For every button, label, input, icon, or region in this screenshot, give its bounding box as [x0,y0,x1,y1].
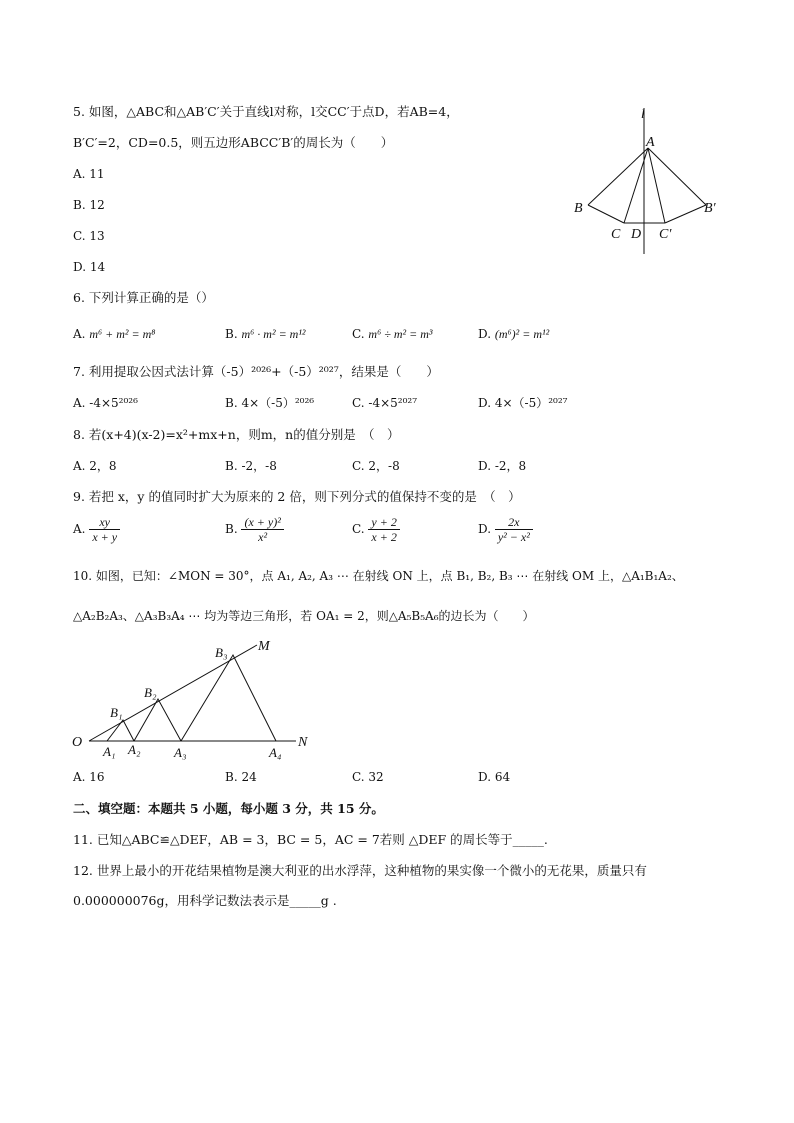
q7-option-b[interactable]: B. 4×（-5）²⁰²⁶ [225,396,315,410]
label-m: M [258,639,270,654]
label-o: O [72,735,83,750]
q12-stem-line2: 0.000000076g，用科学记数法表示是_____g . [73,893,337,908]
q9-b-fraction: $\frac{\text{(x + y)²}}{\text{x²}}$ [241,515,283,544]
q6-d-expr: (m⁶)² = m¹² [494,327,550,341]
q10-stem-line2: △A₂B₂A₃、△A₃B₃A₄ ⋯ 均为等边三角形，若 OA₁ = 2，则△A₅B₅A₆的边长为（ ） [73,609,535,623]
q6-c-letter: C. [352,327,365,341]
label-b3: B₃ [215,645,228,660]
q5-option-a[interactable]: A. 11 [73,167,105,181]
label-a1: A₁ [103,744,116,759]
q9-b-letter: B. [225,522,238,536]
q10-option-b[interactable]: B. 24 [225,770,257,784]
q10-figure [70,636,330,766]
q7-option-d[interactable]: D. 4×（-5）²⁰²⁷ [478,396,568,410]
label-a4: A₄ [269,745,282,760]
q9-stem: 9. 若把 x，y 的值同时扩大为原来的 2 倍，则下列分式的值保持不变的是 （ ） [73,489,521,504]
q9-c-letter: C. [352,522,365,536]
label-cp: C′ [659,227,672,242]
label-a2: A₂ [128,742,141,757]
q7-option-c[interactable]: C. -4×5²⁰²⁷ [352,396,418,410]
q6-d-letter: D. [478,327,492,341]
q6-option-d[interactable] [478,326,549,342]
q5-option-c[interactable]: C. 13 [73,229,105,243]
q11-stem: 11. 已知△ABC≌△DEF，AB = 3，BC = 5，AC = 7若则 △DEF 的周长等于_____. [73,832,548,847]
q9-option-d[interactable] [478,515,533,544]
q8-option-d[interactable]: D. -2，8 [478,459,527,473]
q6-b-letter: B. [225,327,238,341]
label-a3: A₃ [174,745,187,760]
q10-option-c[interactable]: C. 32 [352,770,384,784]
label-b2: B₂ [144,685,157,700]
q9-a-fraction: $\frac{xy}{x + y}$ [89,515,120,544]
q6-c-expr: m⁶ ÷ m² = m³ [368,327,433,341]
label-l: l [641,106,645,121]
q10-stem-line1: 10. 如图，已知：∠MON = 30°，点 A₁, A₂, A₃ ⋯ 在射线 ON 上，点 B₁, B₂, B₃ ⋯ 在射线 OM 上，△A₁B₁A₂、 [73,569,684,583]
q10-option-d[interactable]: D. 64 [478,770,511,784]
label-d: D [631,227,642,242]
q8-option-c[interactable]: C. 2，-8 [352,459,400,473]
label-n: N [298,735,308,750]
q7-stem: 7. 利用提取公因式法计算（-5）²⁰²⁶+（-5）²⁰²⁷，结果是（ ） [73,364,439,379]
q6-option-a[interactable] [73,326,155,342]
q5-stem-line1: 5. 如图，△ABC和△AB′C′关于直线l对称，l交CC′于点D，若AB=4， [73,104,459,119]
label-b: B [574,201,583,216]
q9-d-letter: D. [478,522,492,536]
q7-option-a[interactable]: A. -4×5²⁰²⁶ [73,396,138,410]
q9-option-c[interactable] [352,515,400,544]
q9-option-b[interactable] [225,515,284,544]
q6-option-b[interactable] [225,326,306,342]
label-bp: B′ [704,201,716,216]
q9-a-letter: A. [73,522,86,536]
q8-option-b[interactable]: B. -2，-8 [225,459,277,473]
q6-a-expr: m⁶ + m² = m⁸ [89,327,156,341]
section-2-heading: 二、填空题：本题共 5 小题，每小题 3 分，共 15 分。 [73,801,384,816]
q6-b-expr: m⁶ · m² = m¹² [241,327,306,341]
q9-d-fraction: $\frac{2x}{\text{y² − x²}}$ [495,515,533,544]
q6-a-letter: A. [73,327,86,341]
q5-stem-line2: B′C′=2，CD=0.5，则五边形ABCC′B′的周长为（ ） [73,135,394,150]
q5-option-b[interactable]: B. 12 [73,198,105,212]
q12-stem-line1: 12. 世界上最小的开花结果植物是澳大利亚的出水浮萍，这种植物的果实像一个微小的无花果，质量只有 [73,863,647,878]
q5-option-d[interactable]: D. 14 [73,260,106,274]
q10-option-a[interactable]: A. 16 [73,770,105,784]
q9-option-a[interactable] [73,515,120,544]
q9-c-fraction: $\frac{y + 2}{x + 2}$ [368,515,399,544]
q5-figure [565,100,725,260]
label-c: C [611,227,621,242]
q8-option-a[interactable]: A. 2，8 [73,459,117,473]
label-a: A [646,135,655,150]
label-b1: B₁ [110,705,123,720]
q6-stem: 6. 下列计算正确的是（） [73,290,214,305]
q8-stem: 8. 若(x+4)(x-2)=x²+mx+n，则m，n的值分别是 （ ） [73,427,400,442]
q6-option-c[interactable] [352,326,432,342]
